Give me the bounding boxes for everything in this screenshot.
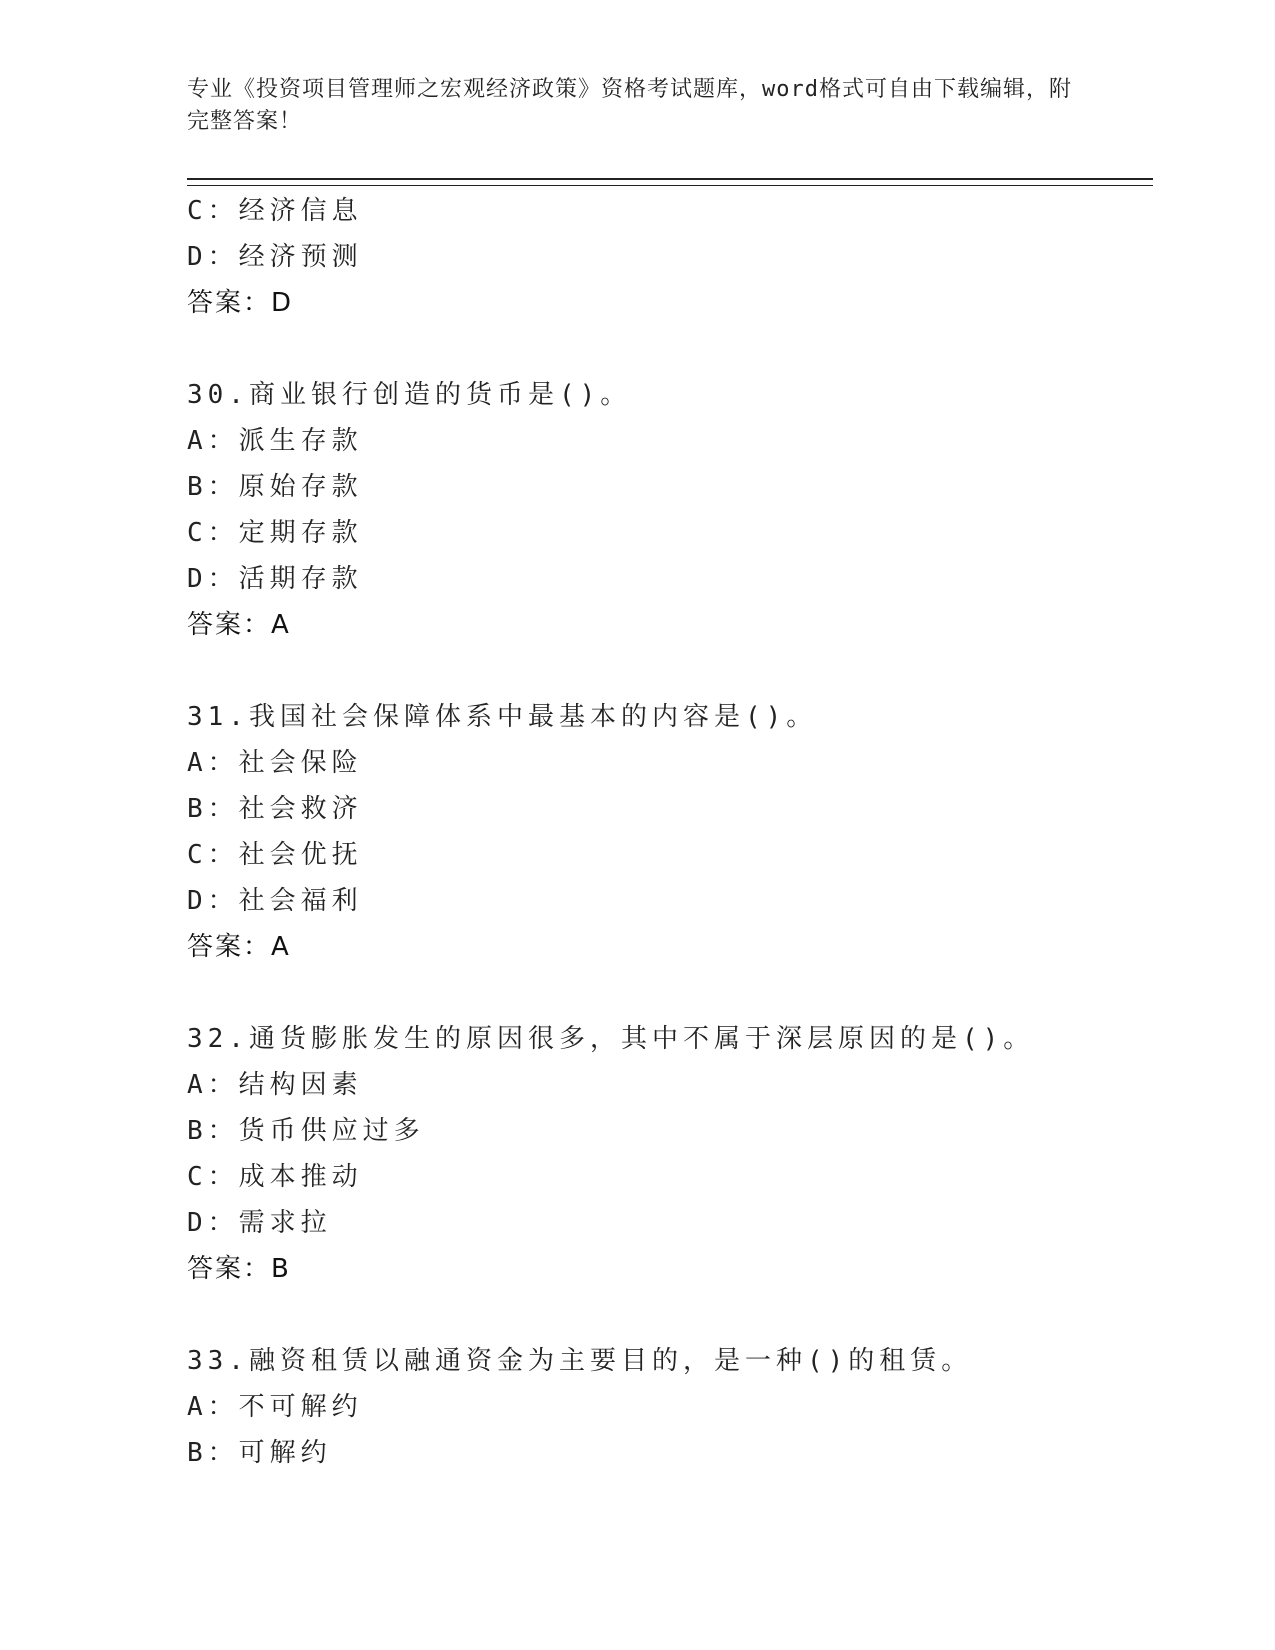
option-label: C： bbox=[187, 840, 239, 870]
option-line bbox=[187, 556, 1147, 602]
question-stem bbox=[187, 1338, 1147, 1384]
option-line bbox=[187, 1062, 1147, 1108]
option-text: 货币供应过多 bbox=[238, 1116, 425, 1146]
option-text: 社会优抚 bbox=[238, 840, 363, 870]
option-line bbox=[187, 464, 1147, 510]
option-text: 经济预测 bbox=[238, 242, 363, 272]
question-stem bbox=[187, 694, 1147, 740]
option-label: D： bbox=[187, 242, 239, 272]
question-number: 31. bbox=[187, 702, 249, 732]
question-list bbox=[187, 188, 1147, 1476]
option-label: B： bbox=[187, 1438, 239, 1468]
option-label: A： bbox=[187, 426, 239, 456]
option-label: D： bbox=[187, 886, 239, 916]
option-label: C： bbox=[187, 196, 239, 226]
question-text: 商业银行创造的货币是()。 bbox=[248, 380, 632, 410]
option-line bbox=[187, 1200, 1147, 1246]
option-label: B： bbox=[187, 472, 239, 502]
header-divider bbox=[187, 178, 1153, 186]
option-line bbox=[187, 510, 1147, 556]
option-line bbox=[187, 786, 1147, 832]
option-text: 结构因素 bbox=[238, 1070, 363, 1100]
option-label: A： bbox=[187, 748, 239, 778]
option-line bbox=[187, 1430, 1147, 1476]
page-header: 专业《投资项目管理师之宏观经济政策》资格考试题库，word格式可自由下载编辑，附完整答案！ bbox=[187, 77, 1072, 134]
option-line bbox=[187, 832, 1147, 878]
option-text: 社会保险 bbox=[238, 748, 363, 778]
option-text: 派生存款 bbox=[238, 426, 363, 456]
option-text: 社会救济 bbox=[238, 794, 363, 824]
option-line bbox=[187, 740, 1147, 786]
option-line bbox=[187, 1384, 1147, 1430]
option-text: 经济信息 bbox=[238, 196, 363, 226]
option-line bbox=[187, 1108, 1147, 1154]
option-label: A： bbox=[187, 1392, 239, 1422]
option-line bbox=[187, 418, 1147, 464]
option-label: C： bbox=[187, 1162, 239, 1192]
question-stem bbox=[187, 1016, 1147, 1062]
spacer bbox=[187, 1292, 1147, 1338]
option-text: 不可解约 bbox=[238, 1392, 363, 1422]
option-text: 社会福利 bbox=[238, 886, 363, 916]
question-stem bbox=[187, 372, 1147, 418]
answer-line: 答案：A bbox=[187, 932, 291, 962]
spacer bbox=[187, 970, 1147, 1016]
option-line bbox=[187, 188, 1147, 234]
option-line bbox=[187, 1154, 1147, 1200]
spacer bbox=[187, 648, 1147, 694]
option-label: A： bbox=[187, 1070, 239, 1100]
option-text: 成本推动 bbox=[238, 1162, 363, 1192]
question-number: 30. bbox=[187, 380, 249, 410]
answer-line: 答案：A bbox=[187, 610, 291, 640]
question-number: 32. bbox=[187, 1024, 249, 1054]
option-text: 定期存款 bbox=[238, 518, 363, 548]
option-line bbox=[187, 234, 1147, 280]
answer-line: 答案：B bbox=[187, 1254, 291, 1284]
option-text: 原始存款 bbox=[238, 472, 363, 502]
option-text: 可解约 bbox=[238, 1438, 332, 1468]
spacer bbox=[187, 326, 1147, 372]
option-label: B： bbox=[187, 794, 239, 824]
option-text: 活期存款 bbox=[238, 564, 363, 594]
option-text: 需求拉 bbox=[238, 1208, 332, 1238]
answer-line: 答案：D bbox=[187, 288, 294, 318]
question-text: 融资租赁以融通资金为主要目的，是一种()的租赁。 bbox=[248, 1346, 973, 1376]
option-label: D： bbox=[187, 564, 239, 594]
question-number: 33. bbox=[187, 1346, 249, 1376]
question-text: 我国社会保障体系中最基本的内容是()。 bbox=[248, 702, 818, 732]
option-label: C： bbox=[187, 518, 239, 548]
question-text: 通货膨胀发生的原因很多，其中不属于深层原因的是()。 bbox=[248, 1024, 1035, 1054]
option-label: B： bbox=[187, 1116, 239, 1146]
option-line bbox=[187, 878, 1147, 924]
option-label: D： bbox=[187, 1208, 239, 1238]
